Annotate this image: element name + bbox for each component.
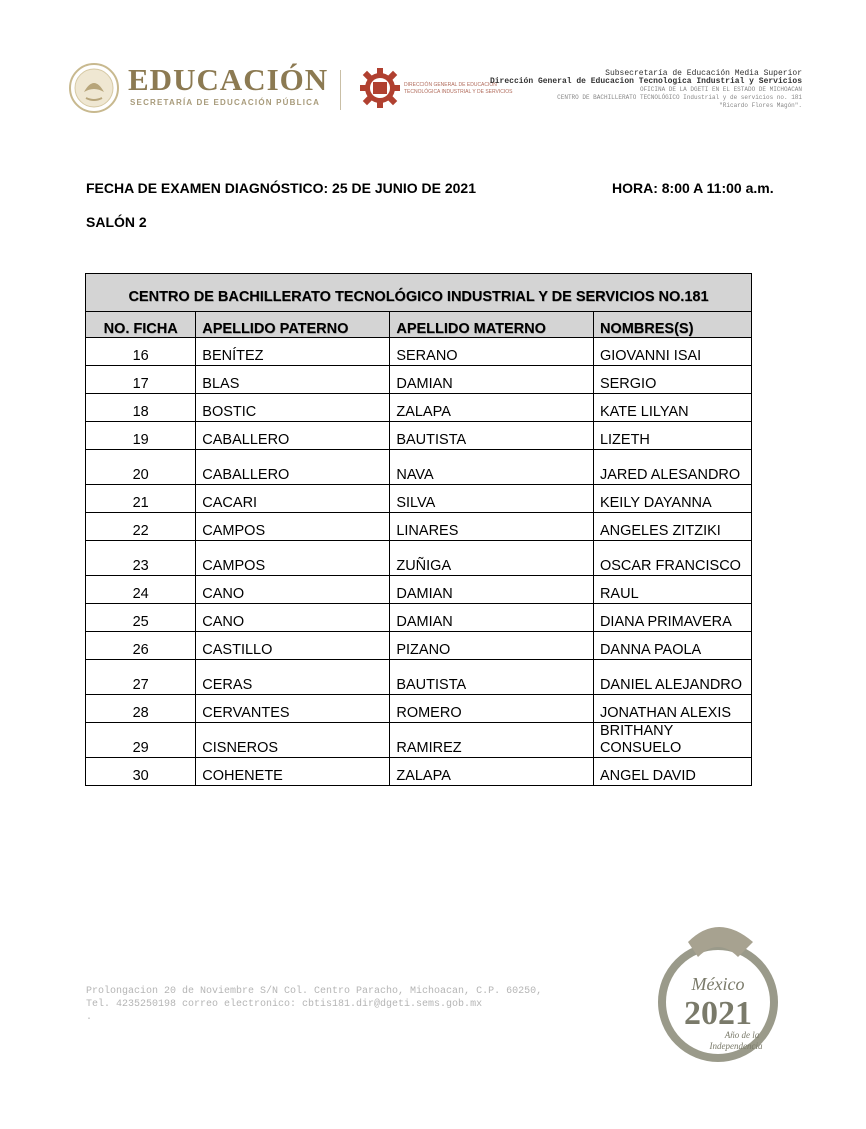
inst-line1: Subsecretaría de Educación Media Superior bbox=[605, 69, 802, 78]
table-row bbox=[86, 422, 752, 450]
ficha-cell: 21 bbox=[86, 485, 196, 513]
table-row bbox=[86, 450, 752, 485]
ficha-cell: 28 bbox=[86, 695, 196, 723]
materno-cell: SERANO bbox=[390, 338, 594, 366]
letterhead bbox=[0, 0, 866, 130]
table-row bbox=[86, 660, 752, 695]
paterno-cell: BLAS bbox=[196, 366, 390, 394]
table-row bbox=[86, 632, 752, 660]
table-caption-row bbox=[86, 274, 752, 312]
sep-title: EDUCACIÓN bbox=[128, 62, 329, 97]
paterno-cell: CANO bbox=[196, 604, 390, 632]
ficha-cell: 24 bbox=[86, 576, 196, 604]
paterno-cell: BENÍTEZ bbox=[196, 338, 390, 366]
materno-cell: ZALAPA bbox=[390, 394, 594, 422]
inst-line4: CENTRO DE BACHILLERATO TECNOLÓGICO Industrial y de servicios no. 181 bbox=[557, 94, 802, 101]
materno-cell: RAMIREZ bbox=[390, 723, 594, 758]
materno-cell: PIZANO bbox=[390, 632, 594, 660]
materno-cell: ZALAPA bbox=[390, 758, 594, 786]
col-header-nombres: NOMBRES(S) bbox=[593, 312, 751, 338]
paterno-cell: BOSTIC bbox=[196, 394, 390, 422]
exam-room: SALÓN 2 bbox=[86, 214, 147, 230]
institution-block bbox=[490, 70, 802, 110]
nombres-cell: OSCAR FRANCISCO bbox=[593, 541, 751, 576]
materno-cell: BAUTISTA bbox=[390, 422, 594, 450]
paterno-cell: COHENETE bbox=[196, 758, 390, 786]
nombres-cell: JONATHAN ALEXIS bbox=[593, 695, 751, 723]
header-divider bbox=[340, 70, 341, 110]
materno-cell: DAMIAN bbox=[390, 576, 594, 604]
table-row bbox=[86, 394, 752, 422]
seal-tagline2: Independencia bbox=[709, 1041, 763, 1051]
ficha-cell: 20 bbox=[86, 450, 196, 485]
materno-cell: LINARES bbox=[390, 513, 594, 541]
table-caption: CENTRO DE BACHILLERATO TECNOLÓGICO INDUSTRIAL Y DE SERVICIOS NO.181 bbox=[86, 274, 752, 312]
footer-line2: Tel. 4235250198 correo electronico: cbtis181.dir@dgeti.sems.gob.mx bbox=[86, 999, 483, 1010]
nombres-cell: DANNA PAOLA bbox=[593, 632, 751, 660]
table-row bbox=[86, 541, 752, 576]
dgeti-text-line1: DIRECCIÓN GENERAL DE EDUCACIÓN bbox=[404, 82, 497, 88]
mexico-2021-seal bbox=[658, 912, 778, 1072]
table-row bbox=[86, 723, 752, 758]
nombres-cell: ANGELES ZITZIKI bbox=[593, 513, 751, 541]
paterno-cell: CACARI bbox=[196, 485, 390, 513]
materno-cell: SILVA bbox=[390, 485, 594, 513]
sep-subtitle: SECRETARÍA DE EDUCACIÓN PÚBLICA bbox=[130, 98, 321, 107]
materno-cell: ROMERO bbox=[390, 695, 594, 723]
materno-cell: DAMIAN bbox=[390, 366, 594, 394]
seal-tagline1: Año de la bbox=[724, 1030, 760, 1040]
nombres-cell: GIOVANNI ISAI bbox=[593, 338, 751, 366]
nombres-cell: JARED ALESANDRO bbox=[593, 450, 751, 485]
nombres-cell: RAUL bbox=[593, 576, 751, 604]
exam-date: FECHA DE EXAMEN DIAGNÓSTICO: 25 DE JUNIO DE 2021 bbox=[86, 180, 477, 196]
table-row bbox=[86, 485, 752, 513]
ficha-cell: 25 bbox=[86, 604, 196, 632]
paterno-cell: CABALLERO bbox=[196, 422, 390, 450]
national-emblem-icon bbox=[68, 62, 120, 114]
col-header-paterno: APELLIDO PATERNO bbox=[196, 312, 390, 338]
table-row bbox=[86, 366, 752, 394]
ficha-cell: 27 bbox=[86, 660, 196, 695]
materno-cell: DAMIAN bbox=[390, 604, 594, 632]
ficha-cell: 17 bbox=[86, 366, 196, 394]
paterno-cell: CAMPOS bbox=[196, 541, 390, 576]
paterno-cell: CABALLERO bbox=[196, 450, 390, 485]
student-roster-table bbox=[85, 273, 752, 786]
seal-word: México bbox=[691, 974, 745, 994]
footer-line1: Prolongacion 20 de Noviembre S/N Col. Centro Paracho, Michoacan, C.P. 60250, bbox=[86, 986, 543, 997]
table-row bbox=[86, 604, 752, 632]
seal-year: 2021 bbox=[684, 995, 752, 1032]
inst-line3: OFICINA DE LA DGETI EN EL ESTADO DE MICHOACAN bbox=[639, 86, 802, 93]
paterno-cell: CANO bbox=[196, 576, 390, 604]
table-row bbox=[86, 338, 752, 366]
col-header-materno: APELLIDO MATERNO bbox=[390, 312, 594, 338]
table-header-row bbox=[86, 312, 752, 338]
nombres-cell: DANIEL ALEJANDRO bbox=[593, 660, 751, 695]
nombres-cell: LIZETH bbox=[593, 422, 751, 450]
inst-line2: Dirección General de Educacion Tecnologica Industrial y Servicios bbox=[489, 77, 802, 86]
table-row bbox=[86, 513, 752, 541]
ficha-cell: 30 bbox=[86, 758, 196, 786]
table-row bbox=[86, 576, 752, 604]
ficha-cell: 26 bbox=[86, 632, 196, 660]
materno-cell: ZUÑIGA bbox=[390, 541, 594, 576]
inst-line5: "Ricardo Flores Magón". bbox=[719, 102, 802, 109]
paterno-cell: CERAS bbox=[196, 660, 390, 695]
ficha-cell: 19 bbox=[86, 422, 196, 450]
nombres-cell: SERGIO bbox=[593, 366, 751, 394]
paterno-cell: CERVANTES bbox=[196, 695, 390, 723]
table-row bbox=[86, 758, 752, 786]
paterno-cell: CISNEROS bbox=[196, 723, 390, 758]
materno-cell: BAUTISTA bbox=[390, 660, 594, 695]
exam-time: HORA: 8:00 A 11:00 a.m. bbox=[612, 180, 774, 196]
materno-cell: NAVA bbox=[390, 450, 594, 485]
ficha-cell: 23 bbox=[86, 541, 196, 576]
ficha-cell: 18 bbox=[86, 394, 196, 422]
nombres-cell: BRITHANY CONSUELO bbox=[593, 723, 751, 758]
nombres-cell: DIANA PRIMAVERA bbox=[593, 604, 751, 632]
col-header-ficha: NO. FICHA bbox=[86, 312, 196, 338]
ficha-cell: 16 bbox=[86, 338, 196, 366]
dgeti-gear-logo-icon bbox=[358, 66, 402, 110]
nombres-cell: KEILY DAYANNA bbox=[593, 485, 751, 513]
paterno-cell: CASTILLO bbox=[196, 632, 390, 660]
dgeti-text-line2: TECNOLÓGICA INDUSTRIAL Y DE SERVICIOS bbox=[404, 89, 513, 95]
ficha-cell: 29 bbox=[86, 723, 196, 758]
nombres-cell: KATE LILYAN bbox=[593, 394, 751, 422]
footer-address bbox=[86, 985, 646, 1024]
paterno-cell: CAMPOS bbox=[196, 513, 390, 541]
ficha-cell: 22 bbox=[86, 513, 196, 541]
table-row bbox=[86, 695, 752, 723]
nombres-cell: ANGEL DAVID bbox=[593, 758, 751, 786]
footer-line3: . bbox=[86, 1012, 93, 1023]
